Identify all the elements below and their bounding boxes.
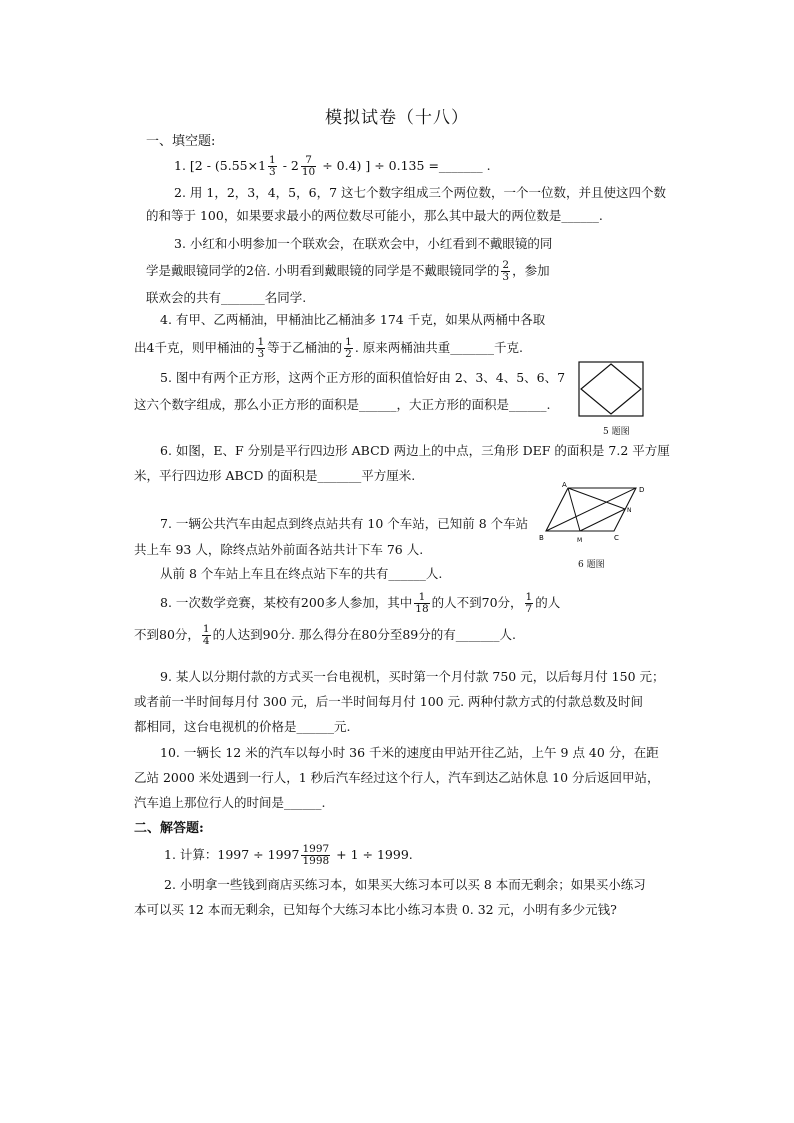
question-8-line-2: 不到80分， $\frac{1}{4}$ 的人达到90分. 那么得分在80分至89分的有_______人. [134, 623, 516, 647]
question-5-line-1: 5. 图中有两个正方形，这两个正方形的面积值恰好由 2、3、4、5、6、7 [160, 370, 566, 385]
segment-am [568, 488, 580, 531]
question-8-line-1: 8. 一次数学竞赛，某校有200多人参加，其中 $\frac{1}{18}$ 的人不到70分， $\frac{1}{7}$ 的人 [160, 591, 561, 615]
question-6-line-1: 6. 如图，E、F 分别是平行四边形 ABCD 两边上的中点，三角形 DEF 的面积是 7.2 平方厘 [160, 443, 670, 458]
question-10-line-2: 乙站 2000 米处遇到一行人，1 秒后汽车经过这个行人，汽车到达乙站休息 10 分后返回甲站， [134, 770, 660, 785]
question-2-line-2: 的和等于 100，如果要求最小的两位数尽可能小，那么其中最大的两位数是______. [146, 208, 603, 223]
segment-mn [580, 509, 625, 531]
question-9-line-3: 都相同，这台电视机的价格是______元. [134, 719, 351, 734]
question-4-line-1: 4. 有甲、乙两桶油，甲桶油比乙桶油多 174 千克，如果从两桶中各取 [160, 312, 546, 327]
label-m: M [577, 537, 583, 544]
figure-5-caption: 5 题图 [603, 427, 630, 437]
section-fill-in-heading: 一、填空题: [146, 134, 216, 149]
question-6-line-2: 米，平行四边形 ABCD 的面积是_______平方厘米. [134, 468, 416, 483]
fraction: $\frac{2}{3}$ [502, 259, 510, 283]
question-9-line-1: 9. 某人以分期付款的方式买一台电视机，买时第一个月付款 750 元，以后每月付 150 元； [160, 669, 665, 684]
question-10-line-1: 10. 一辆长 12 米的汽车以每小时 36 千米的速度由甲站开往乙站，上午 9 点 40 分，在距 [160, 745, 659, 760]
problem-1: 1. 计算：1997 ÷ 1997 $\frac{1997}{1998}$ + 1 ÷ 1999. [164, 843, 413, 867]
question-7-line-1: 7. 一辆公共汽车由起点到终点站共有 10 个车站，已知前 8 个车站 [160, 516, 529, 531]
label-d: D [639, 486, 645, 494]
question-7-line-3: 从前 8 个车站上车且在终点站下车的共有______人. [160, 566, 443, 581]
question-3-line-1: 3. 小红和小明参加一个联欢会，在联欢会中，小红看到不戴眼镜的同 [174, 236, 553, 251]
outer-square [579, 362, 643, 416]
diagonal-bd [546, 488, 636, 531]
fraction: $\frac{1997}{1998}$ [302, 843, 330, 867]
figure-5-squares [578, 361, 644, 417]
section-answer-heading: 二、解答题: [134, 821, 204, 836]
fraction: $\frac{1}{2}$ [345, 336, 352, 360]
fraction: $\frac{1}{7}$ [525, 591, 533, 615]
question-5-line-2: 这六个数字组成，那么小正方形的面积是______，大正方形的面积是______. [134, 397, 551, 412]
question-1: 1. [2 - (5.55×1 $\frac{1}{3}$ - 2 $\frac{7}{10}$ ÷ 0.4) ] ÷ 0.135 =_______ . [174, 154, 491, 178]
fraction: $\frac{7}{10}$ [301, 154, 316, 178]
question-7-line-2: 共上车 93 人，除终点站外前面各站共计下车 76 人. [134, 542, 424, 557]
figure-6-parallelogram [538, 478, 648, 544]
label-b: B [539, 534, 544, 542]
inner-square [581, 364, 641, 414]
page-title: 模拟试卷（十八） [325, 108, 469, 128]
problem-2-line-1: 2. 小明拿一些钱到商店买练习本，如果买大练习本可以买 8 本而无剩余；如果买小练习 [164, 877, 646, 892]
problem-2-line-2: 本可以买 12 本而无剩余，已知每个大练习本比小练习本贵 0. 32 元，小明有多少元钱? [134, 902, 617, 917]
segment-an [568, 488, 625, 509]
question-3-line-2: 学是戴眼镜同学的2倍. 小明看到戴眼镜的同学是不戴眼镜同学的 $\frac{2}{3}$ ，参加 [146, 259, 550, 283]
fraction: $\frac{1}{18}$ [415, 591, 429, 615]
label-a: A [562, 481, 567, 489]
fraction: $\frac{1}{4}$ [202, 623, 210, 647]
figure-6-caption: 6 题图 [578, 560, 605, 570]
fraction: $\frac{1}{3}$ [257, 336, 265, 360]
question-9-line-2: 或者前一半时间每月付 300 元，后一半时间每月付 100 元. 两种付款方式的付款总数及时间 [134, 694, 644, 709]
question-3-line-3: 联欢会的共有_______名同学. [146, 290, 307, 305]
question-2-line-1: 2. 用 1，2，3，4，5，6，7 这七个数字组成三个两位数，一个一位数，并且使这四个数 [174, 185, 667, 200]
label-n: N [627, 507, 632, 514]
fraction: $\frac{1}{3}$ [269, 154, 276, 178]
question-4-line-2: 出4千克，则甲桶油的 $\frac{1}{3}$ 等于乙桶油的 $\frac{1}{2}$ . 原来两桶油共重_______千克. [134, 336, 524, 360]
question-10-line-3: 汽车追上那位行人的时间是______. [134, 795, 326, 810]
label-c: C [614, 534, 619, 542]
